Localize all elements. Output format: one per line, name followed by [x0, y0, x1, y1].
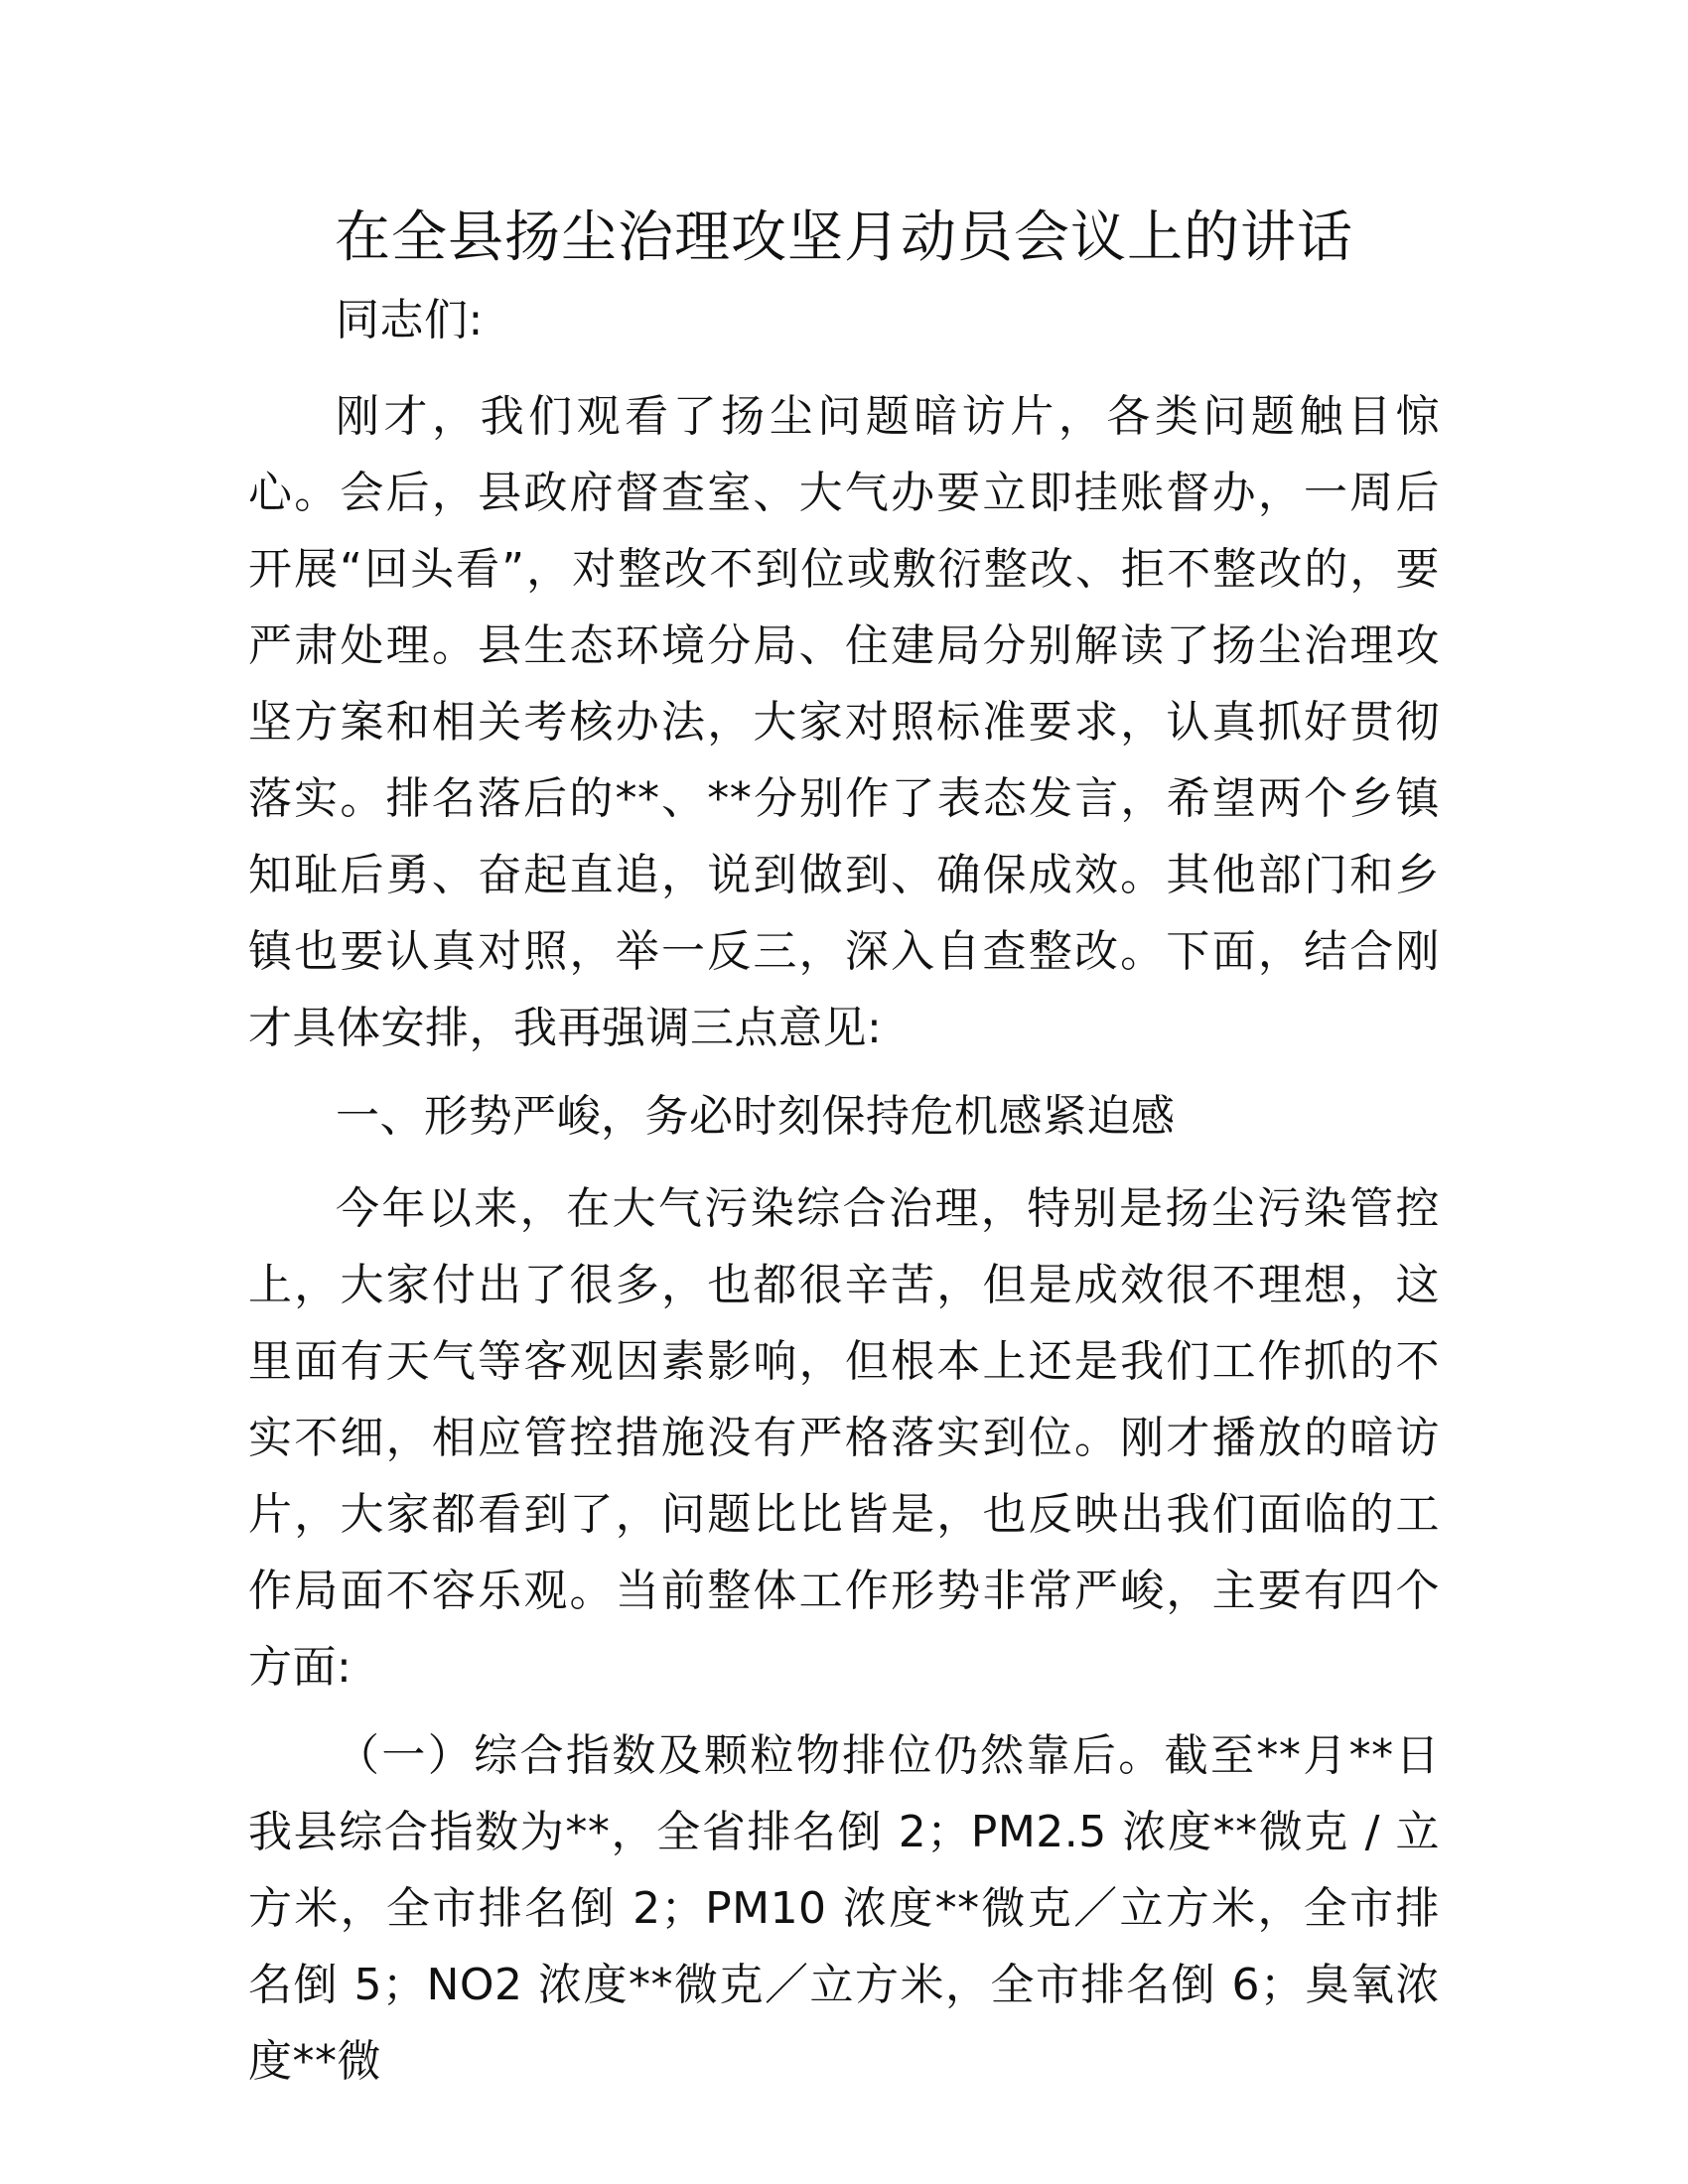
document-body	[248, 199, 1440, 2112]
document-title: 在全县扬尘治理攻坚月动员会议上的讲话	[335, 205, 1353, 270]
paragraph-situation: 今年以来，在大气污染综合治理，特别是扬尘污染管控上，大家付出了很多，也都很辛苦，但是成效很不理想，这里面有天气等客观因素影响，但根本上还是我们工作抓的不实不细，相应管控措施没有严格落实到位。刚才播放的暗访片，大家都看到了，问题比比皆是，也反映出我们面临的工作局面不容乐观。当前整体工作形势非常严峻，主要有四个方面:	[248, 1183, 1440, 1693]
section-heading-1: 一、形势严峻，务必时刻保持危机感紧迫感	[336, 1091, 1176, 1142]
paragraph-subsection-1: （一）综合指数及颗粒物排位仍然靠后。截至**月**日我县综合指数为**，全省排名倒 2；PM2.5 浓度**微克 / 立方米，全市排名倒 2；PM10 浓度**微克／立方米，全市排名倒 5；NO2 浓度**微克／立方米，全市排名倒 6；臭氧浓度**微	[248, 1730, 1440, 2087]
salutation: 同志们:	[336, 295, 484, 345]
paragraph-intro: 刚才，我们观看了扬尘问题暗访片，各类问题触目惊心。会后，县政府督查室、大气办要立即挂账督办，一周后开展“回头看”，对整改不到位或敷衍整改、拒不整改的，要严肃处理。县生态环境分局、住建局分别解读了扬尘治理攻坚方案和相关考核办法，大家对照标准要求，认真抓好贯彻落实。排名落后的**、**分别作了表态发言，希望两个乡镇知耻后勇、奋起直追，说到做到、确保成效。其他部门和乡镇也要认真对照，举一反三，深入自查整改。下面，结合刚才具体安排，我再强调三点意见:	[248, 391, 1440, 1053]
